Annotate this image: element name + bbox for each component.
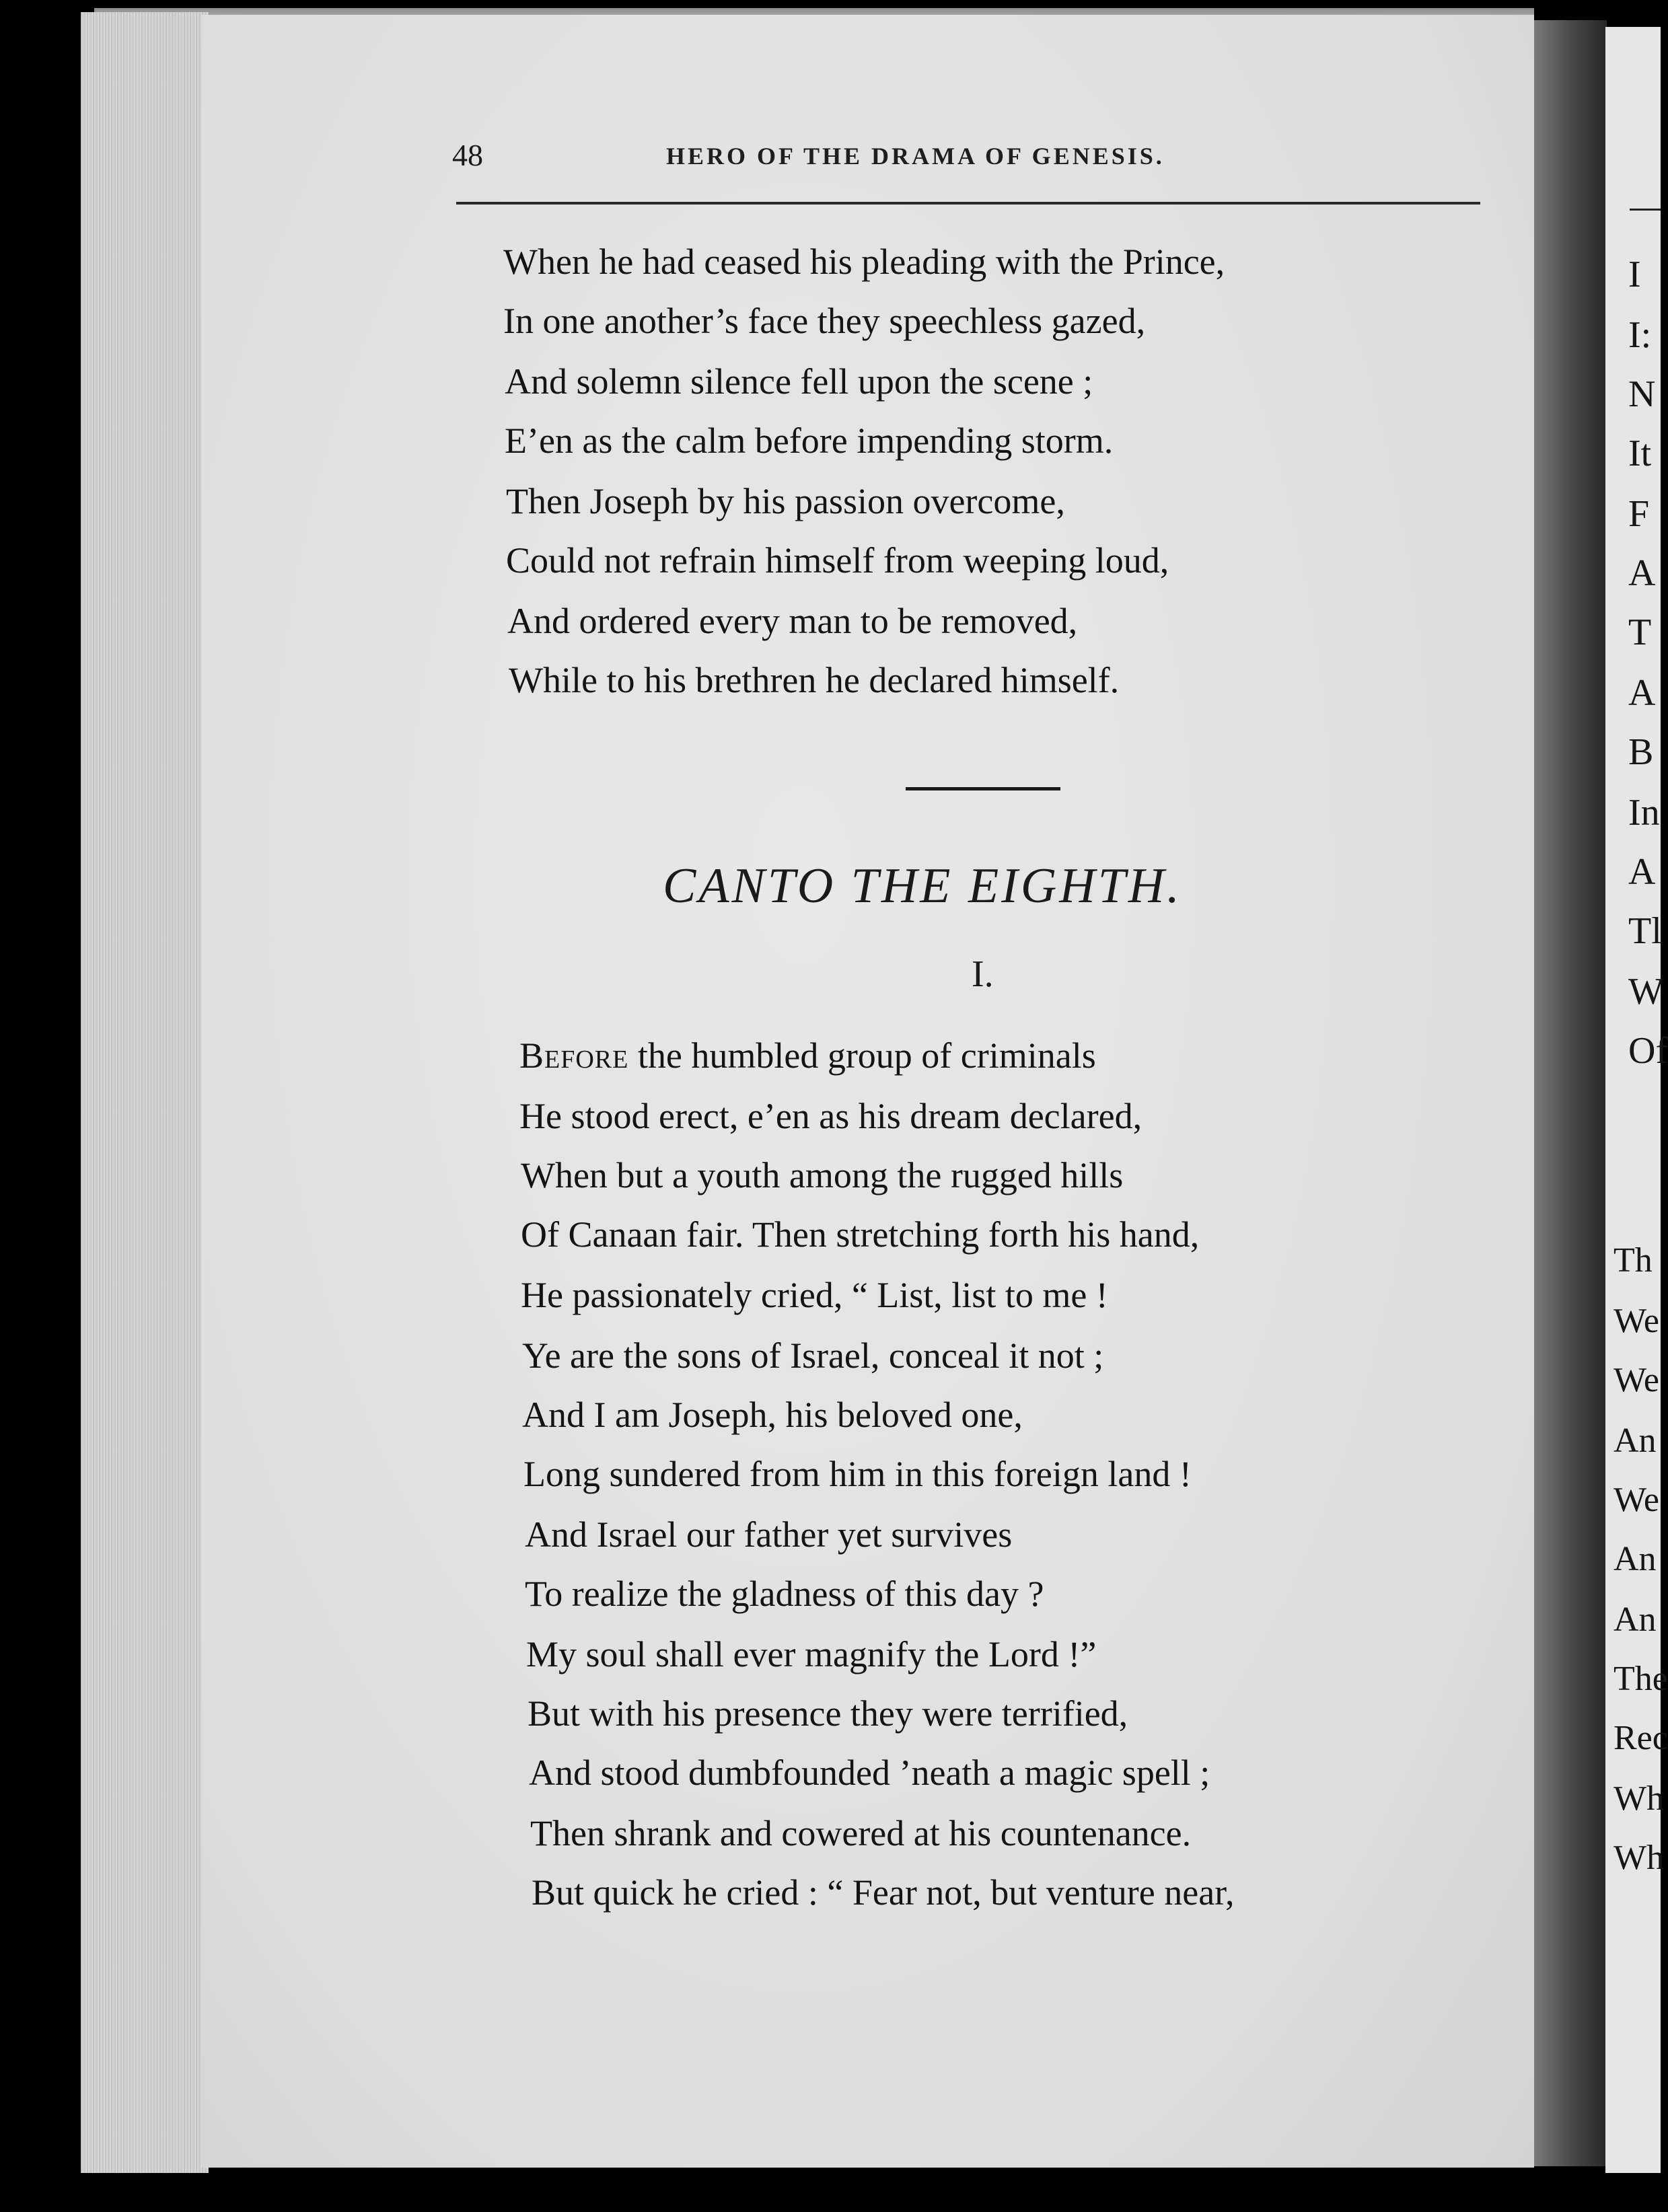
facing-line-fragment: In xyxy=(1628,792,1660,834)
header-rule xyxy=(456,202,1480,205)
facing-header-rule xyxy=(1630,209,1661,211)
verse-line: But with his presence they were terrified, xyxy=(528,1693,1128,1734)
first-line-rest: the humbled group of criminals xyxy=(628,1035,1096,1076)
verse-line-first xyxy=(519,1037,1096,1074)
page-number: 48 xyxy=(452,138,483,172)
book-gutter-shadow xyxy=(1534,20,1607,2166)
verse-line: To realize the gladness of this day ? xyxy=(525,1574,1044,1614)
facing-line-fragment: Tl xyxy=(1628,910,1662,952)
facing-line-fragment: An xyxy=(1613,1600,1657,1639)
facing-line-fragment: A xyxy=(1628,851,1656,893)
facing-line-fragment: Of xyxy=(1628,1030,1668,1072)
facing-line-fragment: Wh xyxy=(1613,1839,1665,1877)
verse-line: When he had ceased his pleading with the Prince, xyxy=(503,242,1225,282)
facing-line-fragment: An xyxy=(1613,1422,1657,1460)
verse-line: Then Joseph by his passion overcome, xyxy=(506,481,1065,521)
facing-line-fragment: An xyxy=(1613,1540,1657,1578)
facing-line-fragment: Rec xyxy=(1613,1719,1668,1757)
verse-line: Then shrank and cowered at his countenance. xyxy=(530,1813,1192,1853)
facing-line-fragment: We xyxy=(1613,1302,1659,1340)
verse-line: When but a youth among the rugged hills xyxy=(521,1155,1124,1195)
facing-line-fragment: Th xyxy=(1613,1241,1653,1280)
facing-line-fragment: N xyxy=(1628,373,1656,415)
facing-page xyxy=(1605,27,1668,2173)
facing-line-fragment: W xyxy=(1628,971,1664,1012)
facing-line-fragment: B xyxy=(1628,731,1654,773)
verse-line: While to his brethren he declared himself. xyxy=(509,660,1120,700)
facing-line-fragment: It xyxy=(1628,433,1652,474)
verse-line: Could not refrain himself from weeping loud, xyxy=(506,540,1169,581)
facing-line-fragment: We xyxy=(1613,1361,1659,1399)
facing-line-fragment: Wh xyxy=(1613,1779,1665,1818)
facing-line-fragment: A xyxy=(1628,672,1656,714)
verse-line: But quick he cried : “ Fear not, but venture near, xyxy=(532,1872,1235,1913)
section-divider-rule xyxy=(906,787,1060,790)
section-numeral: I. xyxy=(972,953,994,995)
verse-line: He passionately cried, “ List, list to me ! xyxy=(521,1275,1108,1315)
verse-line: And ordered every man to be removed, xyxy=(507,601,1078,641)
verse-line: He stood erect, e’en as his dream declared, xyxy=(519,1096,1143,1136)
page-stack-edge xyxy=(81,12,209,2173)
facing-line-fragment: A xyxy=(1628,552,1656,594)
canto-title: CANTO THE EIGHTH. xyxy=(663,858,1182,914)
verse-line: And solemn silence fell upon the scene ; xyxy=(505,361,1093,402)
facing-line-fragment: T xyxy=(1628,612,1652,653)
facing-line-fragment: I xyxy=(1628,254,1641,295)
verse-line: And I am Joseph, his beloved one, xyxy=(522,1395,1023,1435)
facing-line-fragment: I: xyxy=(1628,314,1652,356)
running-title: HERO OF THE DRAMA OF GENESIS. xyxy=(666,143,1165,170)
facing-line-fragment: We xyxy=(1613,1481,1659,1519)
facing-line-fragment: F xyxy=(1628,493,1650,535)
facing-line-fragment: The xyxy=(1613,1660,1668,1698)
initial-word: Before xyxy=(519,1035,629,1076)
verse-line: Of Canaan fair. Then stretching forth his hand, xyxy=(521,1214,1200,1255)
verse-line: And stood dumbfounded ’neath a magic spell ; xyxy=(529,1753,1210,1793)
verse-line: In one another’s face they speechless gazed, xyxy=(503,301,1146,341)
verse-line: Ye are the sons of Israel, conceal it not ; xyxy=(522,1335,1104,1376)
verse-line: Long sundered from him in this foreign land ! xyxy=(523,1454,1192,1494)
verse-line: And Israel our father yet survives xyxy=(525,1514,1013,1555)
verse-line: My soul shall ever magnify the Lord !” xyxy=(526,1634,1097,1674)
verse-line: E’en as the calm before impending storm. xyxy=(505,420,1114,461)
